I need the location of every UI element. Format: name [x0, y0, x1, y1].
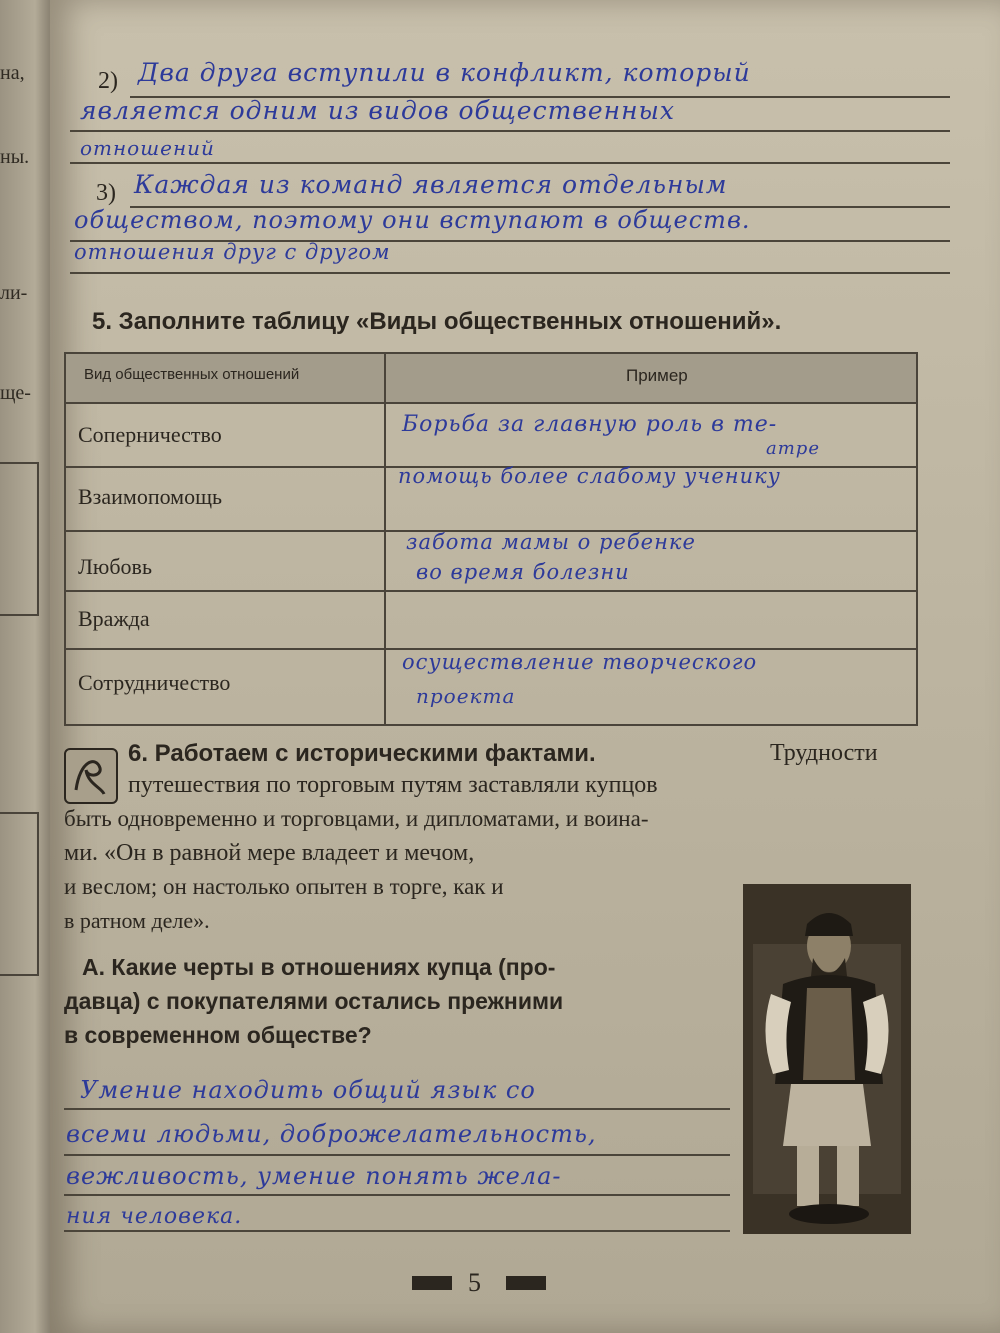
page-number: 5	[468, 1268, 481, 1297]
handwritten-answer-line: Умение находить общий язык со	[80, 1076, 536, 1104]
answer-line	[70, 272, 950, 274]
task-6-text-line: быть одновременно и торговцами, и дипломатами, и воина-	[64, 806, 649, 831]
handwritten-answer-line: отношения друг с другом	[74, 240, 391, 264]
relation-kind: Сотрудничество	[78, 670, 231, 695]
question-line: А. Какие черты в отношениях купца (про-	[82, 954, 556, 980]
answer-line	[64, 1194, 730, 1196]
relation-example: атре	[766, 438, 820, 459]
relation-kind: Любовь	[78, 554, 152, 579]
table-header	[66, 354, 916, 404]
task-6-text-line: в ратном деле».	[64, 908, 210, 933]
task-6-text-line: Трудности	[770, 740, 878, 766]
left-page-edge	[0, 0, 50, 1333]
item-number: 3)	[96, 180, 116, 206]
answer-line	[64, 1108, 730, 1110]
question-line: давца) с покупателями остались прежними	[64, 988, 564, 1014]
handwritten-answer-line: Два друга вступили в конфликт, который	[138, 58, 751, 87]
task-6-heading: 6. Работаем с историческими фактами.	[128, 740, 596, 767]
page-number-bar	[506, 1276, 546, 1290]
answer-line	[70, 130, 950, 132]
column-header: Вид общественных отношений	[84, 366, 300, 383]
relation-kind: Взаимопомощь	[78, 484, 223, 509]
answer-line	[64, 1230, 730, 1232]
history-facts-icon	[64, 748, 118, 804]
left-fragment: ли-	[0, 282, 28, 304]
table-row	[66, 590, 916, 650]
handwritten-answer-line: отношений	[80, 136, 215, 160]
left-frame	[0, 812, 39, 976]
table-row	[66, 648, 916, 724]
handwritten-answer-line: всеми людьми, доброжелательность,	[66, 1120, 597, 1148]
relation-example: помощь более слабому ученику	[398, 464, 781, 488]
left-fragment: ще-	[0, 382, 31, 404]
left-fragment: ны.	[0, 146, 30, 168]
table-row	[66, 466, 916, 532]
page-number-bar	[412, 1276, 452, 1290]
task-6-text-line: и веслом; он настолько опытен в торге, как и	[64, 874, 504, 899]
relation-example: забота мамы о ребенке	[406, 530, 696, 554]
merchant-portrait	[743, 884, 911, 1234]
relation-example: осуществление творческого	[402, 650, 758, 674]
item-number: 2)	[98, 68, 118, 94]
workbook-page	[50, 0, 1000, 1333]
handwritten-answer-line: вежливость, умение понять жела-	[66, 1162, 562, 1190]
answer-line	[70, 162, 950, 164]
relation-kind: Вражда	[78, 606, 150, 631]
handwritten-answer-line: обществом, поэтому они вступают в обществ.	[74, 206, 751, 234]
left-fragment: на,	[0, 62, 25, 84]
handwritten-answer-line: является одним из видов общественных	[80, 96, 676, 125]
relation-example: Борьба за главную роль в те-	[402, 412, 778, 437]
task-6-text-line: путешествия по торговым путям заставляли купцов	[128, 772, 658, 798]
answer-line	[64, 1154, 730, 1156]
question-line: в современном обществе?	[64, 1022, 372, 1048]
table-row	[66, 530, 916, 592]
relations-table	[64, 352, 918, 726]
left-frame	[0, 462, 39, 616]
handwritten-answer-line: Каждая из команд является отдельным	[134, 170, 728, 199]
column-header: Пример	[626, 366, 688, 385]
handwritten-answer-line: ния человека.	[66, 1204, 243, 1229]
relation-example: проекта	[416, 684, 516, 708]
table-row	[66, 402, 916, 466]
relation-example: во время болезни	[416, 560, 630, 584]
task-5-title: 5. Заполните таблицу «Виды общественных отношений».	[92, 308, 782, 335]
relation-kind: Соперничество	[78, 422, 222, 447]
task-6-text-line: ми. «Он в равной мере владеет и мечом,	[64, 840, 475, 866]
